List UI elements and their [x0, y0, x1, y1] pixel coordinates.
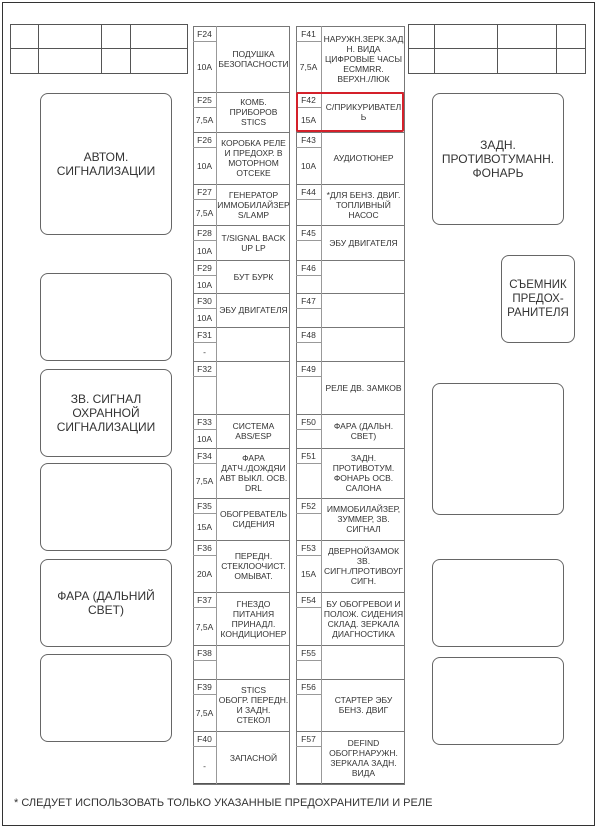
fuse-description: ГЕНЕРАТОР ИММОБИЛАЙЗЕР S/LAMP	[216, 184, 290, 225]
fuse-id: F26	[193, 132, 216, 148]
fuse-description: ЗАПАСНОЙ	[216, 731, 290, 784]
left-relay-3: ЗВ. СИГНАЛ ОХРАННОЙ СИГНАЛИЗАЦИИ	[40, 369, 172, 457]
fuse-description: ЭБУ ДВИГАТЕЛЯ	[321, 225, 405, 260]
fuse-description	[216, 645, 290, 679]
fuse-amperage: 15A	[300, 115, 317, 125]
fuse-id: F42	[296, 92, 321, 108]
fuse-id: F35	[193, 498, 216, 514]
fuse-description	[216, 361, 290, 414]
fuse-id: F51	[296, 448, 321, 464]
top-connector-right-mid	[408, 48, 586, 49]
fuse-id: F45	[296, 225, 321, 241]
fuse-description: ФАРА ДАТЧ./ДОЖДЯИ АВТ ВЫКЛ. ОСВ. DRL	[216, 448, 290, 498]
fuse-amperage	[296, 241, 321, 260]
fuse-id: F48	[296, 327, 321, 343]
fuse-description: STICS ОБОГР. ПЕРЕДН. И ЗАДН. СТЕКОЛ	[216, 679, 290, 731]
fuse-amperage: 7,5A	[195, 621, 214, 632]
fuse-id: F53	[296, 540, 321, 556]
left-relay-2	[40, 273, 172, 361]
fuse-amperage: 10A	[300, 161, 317, 171]
top-connector-right-divider-1	[434, 24, 498, 74]
fuse-description: БУТ БУРК	[216, 260, 290, 293]
fuse-id: F29	[193, 260, 216, 276]
footnote: * СЛЕДУЕТ ИСПОЛЬЗОВАТЬ ТОЛЬКО УКАЗАННЫЕ ПРЕДОХРАНИТЕЛИ И РЕЛЕ	[14, 797, 433, 809]
fuse-amperage: 7,5A	[195, 115, 214, 125]
fuse-id: F38	[193, 645, 216, 661]
fuse-id: F30	[193, 293, 216, 309]
fuse-description	[216, 327, 290, 361]
fuse-amperage	[296, 514, 321, 540]
fuse-amperage: 15A	[300, 569, 317, 579]
fuse-amperage: 10A	[196, 245, 213, 256]
fuse-amperage	[296, 343, 321, 361]
fuse-description: СИСТЕМА ABS/ESP	[216, 414, 290, 448]
fuse-id: F36	[193, 540, 216, 556]
fuse-description: ПОДУШКА БЕЗОПАСНОСТИ	[216, 26, 290, 92]
fuse-amperage: 15A	[196, 522, 213, 532]
fuse-id: F43	[296, 132, 321, 148]
fuse-amperage	[296, 309, 321, 327]
fuse-description: КОМБ. ПРИБОРОВ STICS	[216, 92, 290, 132]
fuse-id: F24	[193, 26, 216, 42]
fuse-id: F49	[296, 361, 321, 377]
fuse-id: F57	[296, 731, 321, 747]
fuse-id: F27	[193, 184, 216, 200]
fuse-description: ФАРА (ДАЛЬН. СВЕТ)	[321, 414, 405, 448]
fuse-amperage	[193, 661, 216, 679]
fuse-amperage	[296, 695, 321, 731]
fuse-id: F41	[296, 26, 321, 42]
fuse-amperage: 7,5A	[195, 708, 214, 718]
fuse-amperage	[193, 377, 216, 414]
fuse-id: F25	[193, 92, 216, 108]
fuse-amperage: 20A	[196, 569, 213, 579]
fuse-description: ОБОГРЕВАТЕЛЬ СИДЕНИЯ	[216, 498, 290, 540]
fuse-amperage	[296, 747, 321, 784]
fuse-amperage: 10A	[196, 62, 213, 72]
fuse-amperage	[296, 608, 321, 645]
fuse-description	[321, 260, 405, 293]
fuse-amperage	[296, 377, 321, 414]
fuse-id: F56	[296, 679, 321, 695]
left-relay-5: ФАРА (ДАЛЬНИЙ СВЕТ)	[40, 559, 172, 647]
fuse-id: F46	[296, 260, 321, 276]
fuse-id: F33	[193, 414, 216, 430]
right-relay-1: ЗАДН. ПРОТИВОТУМАНН. ФОНАРЬ	[432, 93, 564, 225]
fuse-description: ЗАДН. ПРОТИВОТУМ. ФОНАРЬ ОСВ. САЛОНА	[321, 448, 405, 498]
fuse-description: АУДИОТЮНЕР	[321, 132, 405, 184]
fuse-amperage: 10A	[196, 161, 213, 171]
fuse-amperage	[296, 430, 321, 448]
fuse-id: F55	[296, 645, 321, 661]
fuse-amperage: 10A	[196, 313, 213, 323]
fuse-amperage	[296, 200, 321, 225]
fuse-amperage: -	[203, 347, 206, 357]
fuse-id: F39	[193, 679, 216, 695]
right-relay-2: СЪЕМНИК ПРЕДОХ- РАНИТЕЛЯ	[501, 255, 575, 343]
fuse-description: DEFIND ОБОГР.НАРУЖН. ЗЕРКАЛА ЗАДН. ВИДА	[321, 731, 405, 784]
fuse-amperage: -	[203, 760, 206, 771]
right-relay-4	[432, 559, 564, 647]
fuse-id: F31	[193, 327, 216, 343]
right-relay-3	[432, 383, 564, 515]
fuse-id: F37	[193, 592, 216, 608]
left-relay-4	[40, 463, 172, 551]
fuse-id: F54	[296, 592, 321, 608]
fuse-amperage	[296, 661, 321, 679]
fuse-description: ЭБУ ДВИГАТЕЛЯ	[216, 293, 290, 327]
fuse-amperage: 10A	[196, 434, 213, 444]
fuse-description	[321, 645, 405, 679]
top-connector-left-divider-2	[130, 24, 131, 74]
fuse-description: T/SIGNAL BACK UP LP	[216, 225, 290, 260]
fuse-id: F50	[296, 414, 321, 430]
fuse-amperage: 7,5A	[299, 62, 318, 72]
fuse-id: F44	[296, 184, 321, 200]
top-connector-left-divider-1	[38, 24, 102, 74]
highlight-fuse-frame	[296, 92, 404, 132]
fuse-id: F40	[193, 731, 216, 747]
fuse-id: F52	[296, 498, 321, 514]
fuse-description	[321, 293, 405, 327]
fuse-description: ГНЕЗДО ПИТАНИЯ ПРИНАДЛ. КОНДИЦИОНЕР	[216, 592, 290, 645]
fuse-description: РЕЛЕ ДВ. ЗАМКОВ	[321, 361, 405, 414]
fuse-description: БУ ОБОГРЕВОИ И ПОЛОЖ. СИДЕНИЯ СКЛАД. ЗЕРКАЛА ДИАГНОСТИКА	[321, 592, 405, 645]
fuse-description: *ДЛЯ БЕНЗ. ДВИГ. ТОПЛИВНЫЙ НАСОС	[321, 184, 405, 225]
fuse-amperage: 10A	[196, 279, 213, 290]
fuse-amperage	[296, 276, 321, 293]
fuse-description: СТАРТЕР ЭБУ БЕНЗ. ДВИГ	[321, 679, 405, 731]
fuse-description: ПЕРЕДН. СТЕКЛООЧИСТ. ОМЫВАТ.	[216, 540, 290, 592]
top-connector-right-divider-2	[556, 24, 557, 74]
fuse-id: F32	[193, 361, 216, 377]
fuse-amperage	[296, 464, 321, 498]
right-relay-5	[432, 657, 564, 745]
top-connector-left-mid	[10, 48, 188, 49]
fuse-description: КОРОБКА РЕЛЕ И ПРЕДОХР. В МОТОРНОМ ОТСЕКЕ	[216, 132, 290, 184]
fuse-description: С/ПРИКУРИВАТЕЛ Ь	[321, 92, 405, 132]
left-relay-6	[40, 654, 172, 742]
fuse-description: НАРУЖН.ЗЕРК.ЗАД Н. ВИДА ЦИФРОВЫЕ ЧАСЫ ECMMRR. ВЕРХН./ЛЮК	[321, 26, 405, 92]
fuse-description: ИММОБИЛАЙЗЕР, ЗУММЕР, ЗВ. СИГНАЛ	[321, 498, 405, 540]
fuse-description	[321, 327, 405, 361]
fuse-amperage: 7,5A	[195, 476, 214, 486]
left-relay-1: АВТОМ. СИГНАЛИЗАЦИИ	[40, 93, 172, 235]
fuse-amperage: 7,5A	[195, 207, 214, 218]
fuse-description: ДВЕРНОЙЗАМОК ЗВ. СИГН./ПРОТИВОУГ СИГН.	[321, 540, 405, 592]
fuse-id: F47	[296, 293, 321, 309]
fuse-id: F34	[193, 448, 216, 464]
fuse-id: F28	[193, 225, 216, 241]
